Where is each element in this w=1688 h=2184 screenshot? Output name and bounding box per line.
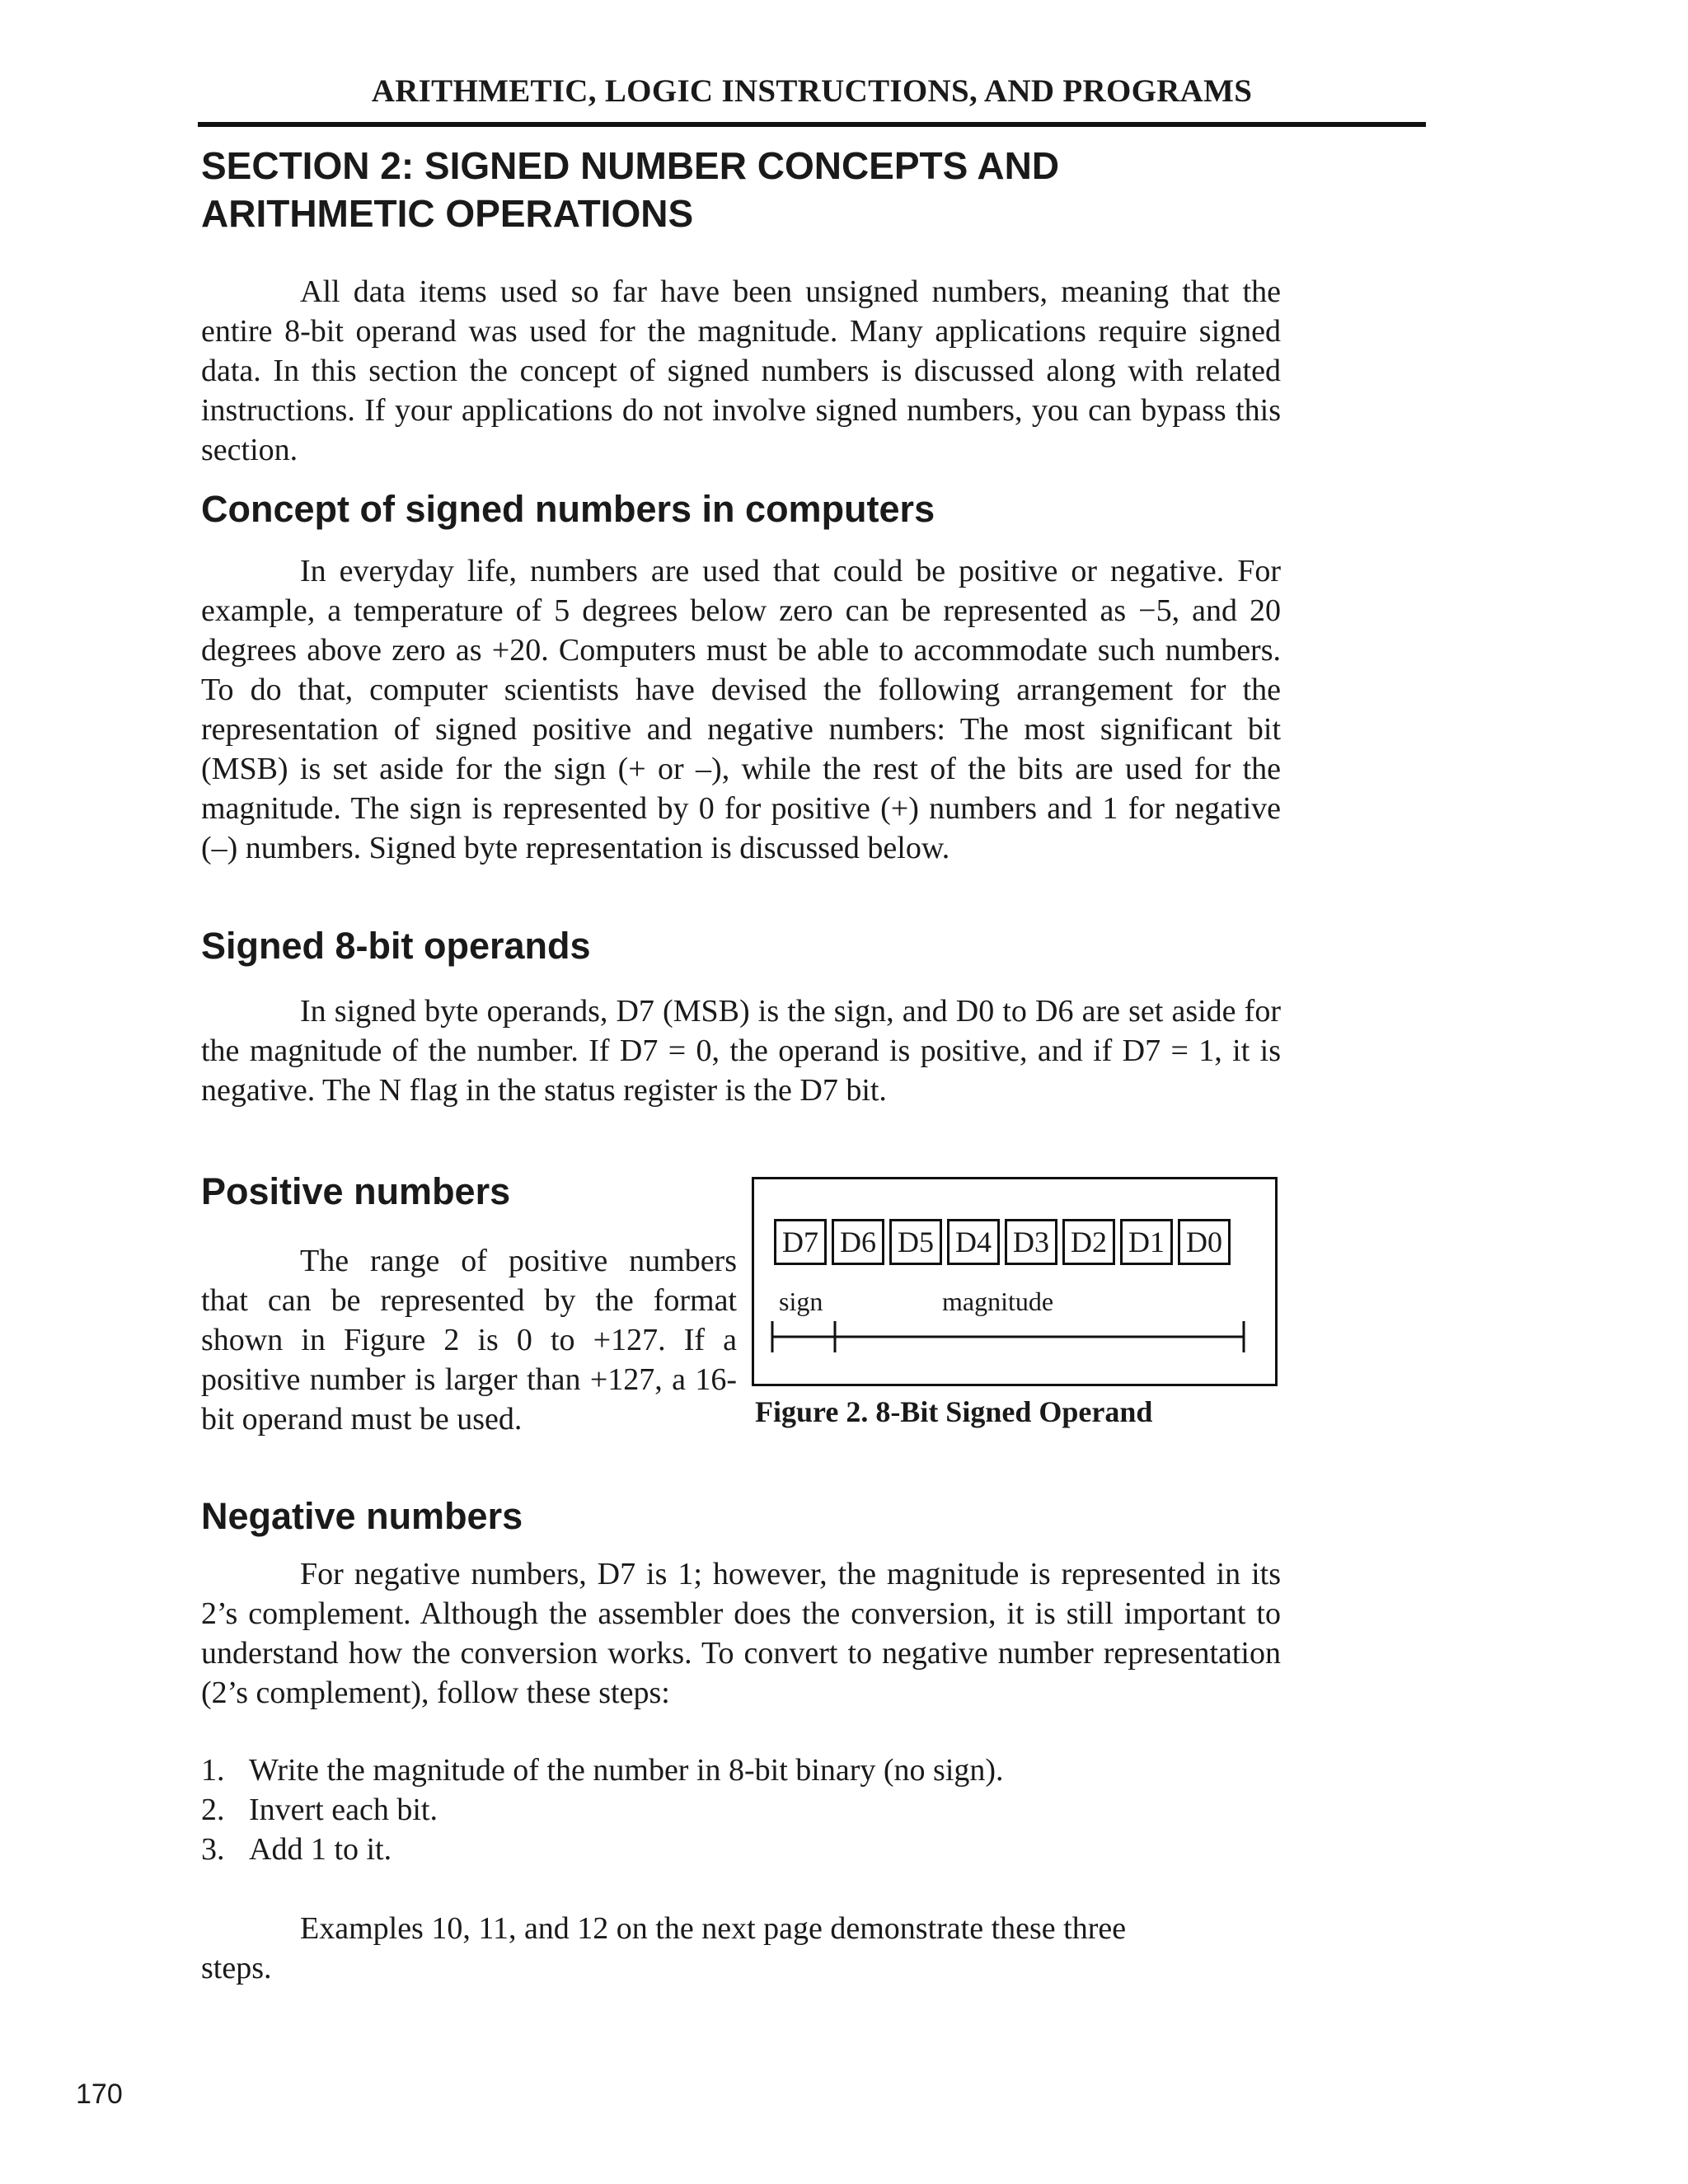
bit-cell-d6: D6 xyxy=(832,1219,884,1265)
signed8-paragraph: In signed byte operands, D7 (MSB) is the sign, and D0 to D6 are set aside for the magnitude of the number. If D7 = 0, the operand is positive, and if D7 = 1, it is negative. The N flag in the status register is the D7 bit. xyxy=(201,994,1281,1108)
bit-cell-d5: D5 xyxy=(889,1219,942,1265)
bit-cell-d3: D3 xyxy=(1005,1219,1057,1265)
section-title-line-2: ARITHMETIC OPERATIONS xyxy=(201,192,694,235)
positive-heading: Positive numbers xyxy=(201,1170,511,1212)
figure-8bit-signed-operand xyxy=(752,1177,1278,1386)
conversion-steps xyxy=(201,1750,1281,1869)
concept-heading: Concept of signed numbers in computers xyxy=(201,488,935,530)
list-item xyxy=(201,1830,1281,1869)
step-number: 1. xyxy=(201,1753,225,1788)
header-rule xyxy=(198,122,1426,127)
page-number: 170 xyxy=(76,2079,123,2110)
concept-paragraph: In everyday life, numbers are used that could be positive or negative. For example, a temperature of 5 degrees below zero can be represented as −5, and 20 degrees above zero as +20. Computers must be able to accommodate such numbers. To do that, computer scientists have devised the following arrangement for the representation of signed positive and negative numbers: The most significant bit (MSB) is set aside for the sign (+ or –), while the rest of the bits are used for the magnitude. The sign is represented by 0 for positive (+) numbers and 1 for negative (–) numbers. Signed byte representation is discussed below. xyxy=(201,554,1281,865)
section-title-line-1: SECTION 2: SIGNED NUMBER CONCEPTS AND xyxy=(201,144,1060,187)
closing-paragraph: Examples 10, 11, and 12 on the next page demonstrate these three steps. xyxy=(201,1911,1127,1985)
magnitude-label: magnitude xyxy=(942,1286,1054,1316)
bit-cell-d0: D0 xyxy=(1178,1219,1231,1265)
intro-paragraph: All data items used so far have been unsigned numbers, meaning that the entire 8-bit operand was used for the magnitude. Many applications require signed data. In this section the concept of signed numbers is discussed along with related instructions. If your applications do not involve signed numbers, you can bypass this section. xyxy=(201,274,1281,467)
running-head: ARITHMETIC, LOGIC INSTRUCTIONS, AND PROGRAMS xyxy=(371,73,1253,109)
step-number: 2. xyxy=(201,1793,225,1827)
step-number: 3. xyxy=(201,1832,225,1867)
negative-heading: Negative numbers xyxy=(201,1495,523,1537)
step-text: Add 1 to it. xyxy=(249,1832,392,1867)
figure-caption: Figure 2. 8-Bit Signed Operand xyxy=(755,1395,1153,1428)
bit-cell-d2: D2 xyxy=(1062,1219,1115,1265)
bit-cell-d7: D7 xyxy=(774,1219,827,1265)
step-text: Invert each bit. xyxy=(249,1793,438,1827)
list-item xyxy=(201,1750,1281,1790)
bit-cell-d4: D4 xyxy=(947,1219,1000,1265)
signed8-heading: Signed 8-bit operands xyxy=(201,925,591,967)
list-item xyxy=(201,1790,1281,1830)
negative-paragraph: For negative numbers, D7 is 1; however, the magnitude is represented in its 2’s complement. Although the assembler does the conversion, it is still important to understand how the conversion works. To convert to negative number representation (2’s complement), follow these steps: xyxy=(201,1557,1281,1710)
step-text: Write the magnitude of the number in 8-bit binary (no sign). xyxy=(249,1753,1004,1788)
section-title xyxy=(201,142,1355,237)
positive-paragraph: The range of positive numbers that can be represented by the format shown in Figure 2 is 0 to +127. If a positive number is larger than +127, a 16-bit operand must be used. xyxy=(201,1244,737,1436)
bit-cell-d1: D1 xyxy=(1120,1219,1173,1265)
sign-magnitude-bracket xyxy=(754,1179,1275,1384)
sign-label: sign xyxy=(779,1286,823,1316)
